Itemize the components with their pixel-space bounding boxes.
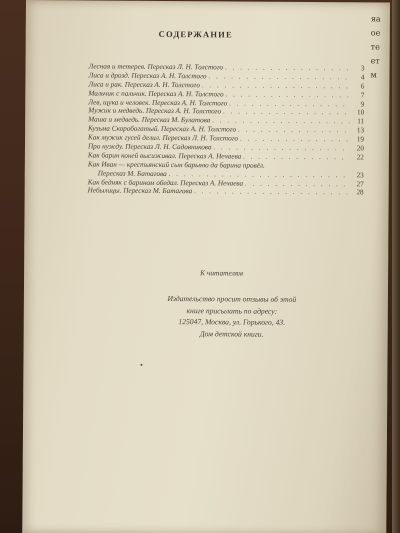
toc-leader-dots [194,188,350,197]
toc-entry-title: Лев, щука и человек. Пересказ А. Н. Толстого [88,97,228,107]
toc-leader-dots [169,170,350,179]
toc-entry-page: 11 [357,117,365,126]
toc-leader-dots [226,90,351,99]
toc-entry-title: Как бедняк с барином обедал. Пересказ А. Нечаева [87,178,244,188]
notice-line: 125047, Москва, ул. Горького, 43. [178,317,286,327]
toc-leader-dots [229,99,350,108]
toc-leader-dots [238,126,350,135]
toc-entry-title: Как мужик гусей делил. Пересказ Л. Н. Толстого [88,133,239,143]
toc-leader-dots [245,179,350,188]
notice-line: Издательство просит отзывы об этой [167,293,297,304]
toc-entry-page: 6 [360,82,365,91]
toc-entry-title: Маша и медведь. Пересказ М. Булатова [88,115,211,125]
toc-entry-title: Лиса и рак. Пересказ А. Н. Толстого [88,80,200,89]
toc-leader-dots [212,117,350,126]
toc-entry [88,187,364,198]
toc-entry-page: 19 [356,135,365,144]
toc-entry-page: 4 [360,73,365,82]
notice-line: Дом детской книги. [199,328,264,339]
toc-entry-page: 28 [356,188,364,197]
publisher-notice [132,293,332,340]
toc-entry-title: Как Иван — крестьянский сын барыню да барина провёл. [87,160,265,170]
toc-leader-dots [225,63,350,72]
toc-entry-page: 9 [360,99,365,108]
toc-leader-dots [209,72,351,81]
toc-entry-page: 10 [357,108,365,117]
toc-entry-title: Лиса и дрозд. Пересказ А. Н. Толстого [88,71,207,81]
reader-heading: К читателям [200,268,244,278]
toc-leader-dots [240,135,350,144]
toc-entry-page: 7 [360,91,365,100]
toc-entry-title: Кузьма Скоробогатый. Пересказ А. Н. Толстого [88,124,237,134]
table-of-contents [88,62,365,197]
toc-entry-page: 13 [356,126,365,135]
toc-entry-page: 27 [356,179,364,188]
adjacent-page-edge-text: яаоетеетм [370,14,381,80]
notice-line: книге присылать по адресу: [186,305,278,316]
toc-entry-title: Пересказ М. Батагова [97,169,167,178]
paper-speck [140,364,142,366]
toc-entry-page: 20 [356,144,365,153]
toc-entry-title: Мужик и медведь. Пересказ А. Н. Толстого [88,106,222,116]
toc-entry-title: Небылицы. Пересказ М. Батагова [87,186,193,196]
toc-leader-dots [213,143,350,152]
contents-heading: СОДЕРЖАНИЕ [158,28,233,40]
toc-entry-page: 3 [360,64,365,73]
toc-entry-page: 22 [356,153,364,162]
toc-leader-dots [243,152,350,161]
toc-leader-dots [223,108,350,117]
toc-entry-title: Лесная и тетерев. Пересказ Л. Н. Толстого [88,62,224,72]
page-edge-shadow [392,0,400,533]
toc-entry-page: 23 [356,170,364,180]
toc-entry-title: Мальчик с пальчик. Пересказ А. Н. Толстого [88,89,224,99]
book-page [22,0,390,533]
toc-entry-title: Про нужду. Пересказ Л. Н. Садовникова [87,142,212,152]
toc-entry-title: Как барин коней высиживал. Пересказ А. Нечаева [87,151,242,161]
toc-leader-dots [202,81,351,90]
